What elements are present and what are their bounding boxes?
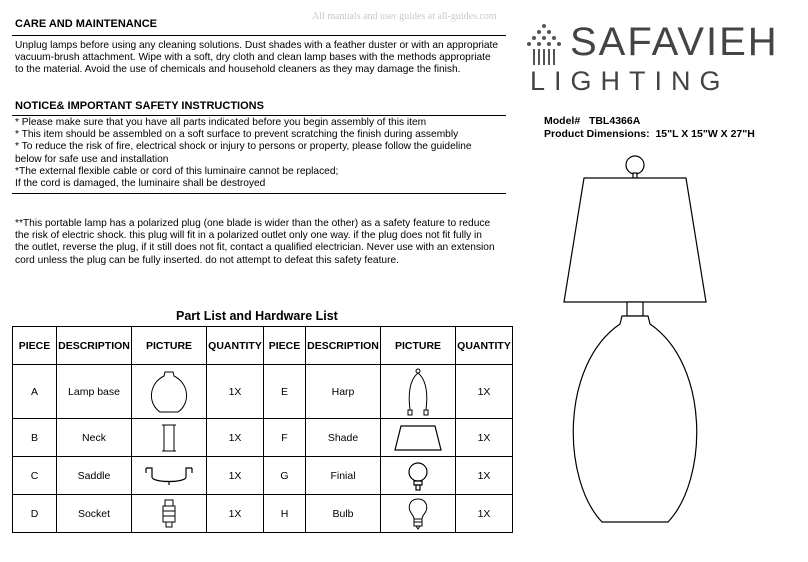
description-cell: Neck <box>57 419 132 457</box>
quantity-cell: 1X <box>207 457 264 495</box>
bulb-icon <box>381 495 456 533</box>
piece-cell: D <box>13 495 57 533</box>
shade-icon <box>381 419 456 457</box>
model-number: Model# TBL4366A <box>544 115 641 127</box>
care-divider <box>12 35 506 36</box>
header-quantity: QUANTITY <box>456 327 513 365</box>
finial-icon <box>381 457 456 495</box>
piece-cell: C <box>13 457 57 495</box>
care-text: Unplug lamps before using any cleaning solutions. Dust shades with a feather duster or with an appropriate vacuum-brush attachment. Wipe with a soft, dry cloth and clean lamp bases with the methods appropriate to the material. Avoid the use of chemicals and household cleaners as they may damage the finish. <box>15 40 499 76</box>
parts-title: Part List and Hardware List <box>176 309 338 323</box>
notice-divider <box>12 115 506 116</box>
quantity-cell: 1X <box>456 365 513 419</box>
parts-header-row <box>13 327 513 365</box>
quantity-cell: 1X <box>456 457 513 495</box>
notice-bottom-divider <box>12 193 506 194</box>
quantity-cell: 1X <box>456 419 513 457</box>
header-picture: PICTURE <box>381 327 456 365</box>
saddle-icon <box>132 457 207 495</box>
header-quantity: QUANTITY <box>207 327 264 365</box>
piece-cell: H <box>264 495 306 533</box>
piece-cell: B <box>13 419 57 457</box>
quantity-cell: 1X <box>456 495 513 533</box>
description-cell: Lamp base <box>57 365 132 419</box>
table-row <box>13 365 513 419</box>
piece-cell: E <box>264 365 306 419</box>
table-row <box>13 457 513 495</box>
quantity-cell: 1X <box>207 495 264 533</box>
lamp-drawing <box>540 150 740 530</box>
harp-icon <box>381 365 456 419</box>
brand-sub: LIGHTING <box>530 66 730 96</box>
lamp-base-icon <box>132 365 207 419</box>
description-cell: Harp <box>306 365 381 419</box>
watermark: All manuals and user guides at all-guides.com <box>312 11 497 22</box>
header-picture: PICTURE <box>132 327 207 365</box>
header-description: DESCRIPTION <box>57 327 132 365</box>
quantity-cell: 1X <box>207 419 264 457</box>
care-title: CARE AND MAINTENANCE <box>15 18 157 30</box>
header-piece: PIECE <box>264 327 306 365</box>
notice-text: * Please make sure that you have all parts indicated before you begin assembly of this item * This item should be assembled on a soft surface to prevent scratching the finish during assembly * To reduce the risk of fire, electrical shock or injury to persons or property, please follow the guideline below for safe use and installation *The external flexible cable or cord of this luminaire cannot be replaced; If the cord is damaged, the luminaire shall be destroyed <box>15 117 472 190</box>
parts-table <box>12 326 513 533</box>
description-cell: Socket <box>57 495 132 533</box>
header-description: DESCRIPTION <box>306 327 381 365</box>
piece-cell: A <box>13 365 57 419</box>
description-cell: Saddle <box>57 457 132 495</box>
quantity-cell: 1X <box>207 365 264 419</box>
description-cell: Shade <box>306 419 381 457</box>
notice-title: NOTICE& IMPORTANT SAFETY INSTRUCTIONS <box>15 100 264 112</box>
header-piece: PIECE <box>13 327 57 365</box>
brand-name: SAFAVIEH <box>570 20 779 64</box>
piece-cell: G <box>264 457 306 495</box>
piece-cell: F <box>264 419 306 457</box>
description-cell: Bulb <box>306 495 381 533</box>
brand-logo-icon <box>521 22 567 68</box>
socket-icon <box>132 495 207 533</box>
description-cell: Finial <box>306 457 381 495</box>
table-row <box>13 419 513 457</box>
polarized-plug-text: **This portable lamp has a polarized plug (one blade is wider than the other) as a safety feature to reduce the risk of electric shock. this plug will fit in a polarized outlet only one way. if the plug does not fit fully in the outlet, reverse the plug, if it still does not fit, contact a qualified electrician. Never use with an extension cord unless the plug can be fully inserted. do not attempt to defeat this safety feature. <box>15 218 495 266</box>
table-row <box>13 495 513 533</box>
neck-icon <box>132 419 207 457</box>
product-dimensions: Product Dimensions: 15"L X 15"W X 27"H <box>544 128 755 140</box>
